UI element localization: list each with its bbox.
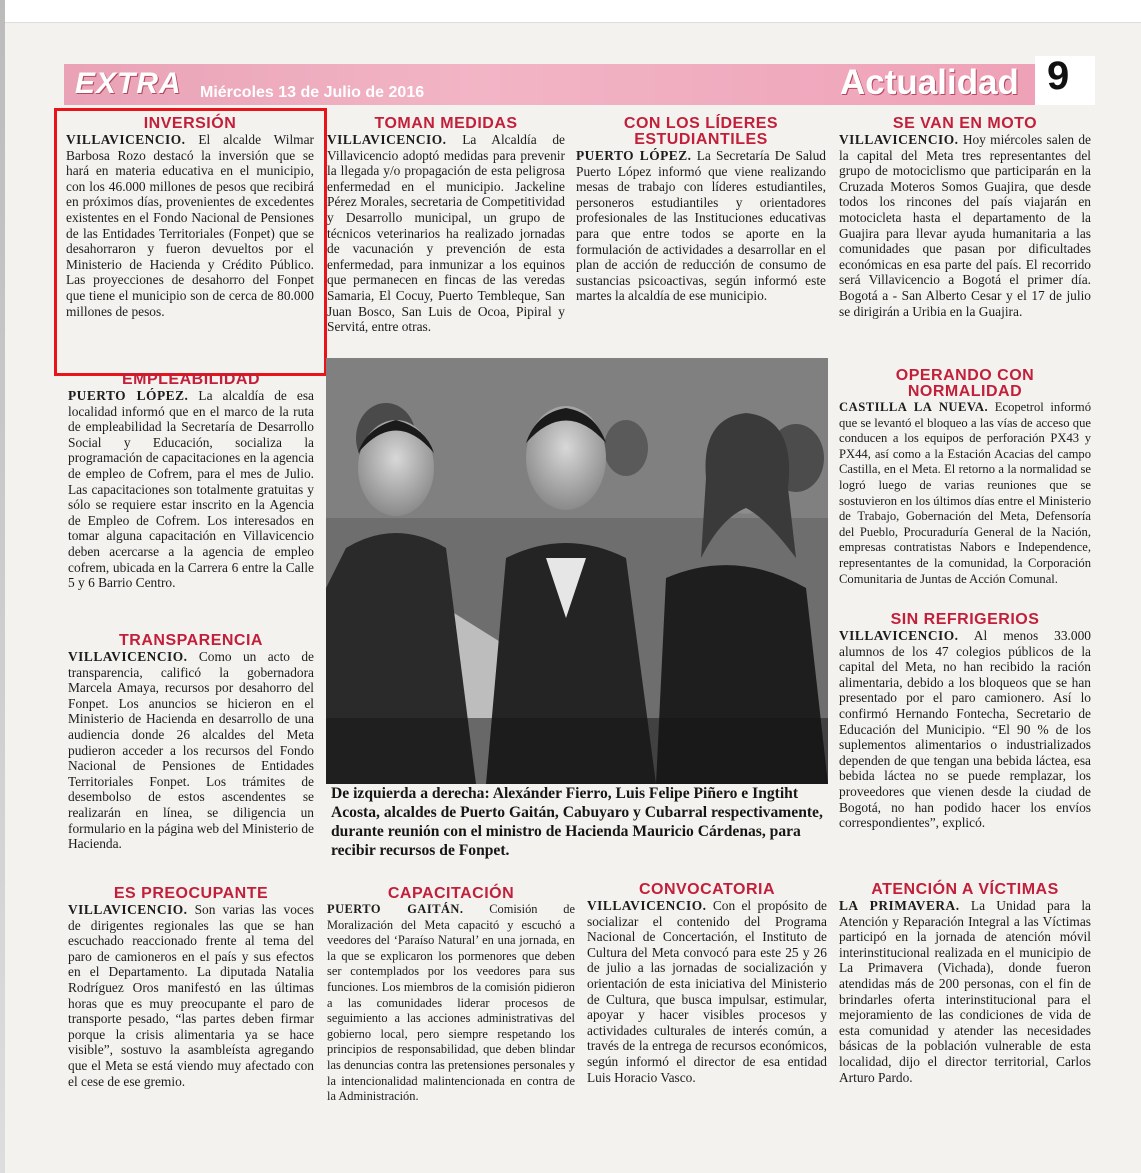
headline: SIN REFRIGERIOS [890,611,1040,628]
article-toman-medidas [327,116,565,335]
dateline: PUERTO GAITÁN. [327,902,464,916]
headline: TRANSPARENCIA [119,632,263,649]
article-capacitacion [327,886,575,1105]
photo-illustration [326,358,828,784]
article-body [576,148,826,304]
article-normalidad [839,368,1091,587]
article-victimas [839,882,1091,1085]
article-moto [839,116,1091,319]
newspaper-logo: EXTRA [75,67,182,100]
headline: ES PREOCUPANTE [113,885,269,902]
body-text: La alcaldía de esa localidad informó que en el marco de la ruta de empleabilidad la Secretaría de Desarrollo Social y Educación, socializa la programación de capacitaciones en la agencia de empleo de Cofrem, para el mes de Julio. Las capacitaciones son totalmente gratuitas y sólo se requiere estar inscrito en la Agencia de Empleo de Cofrem. Los interesados en tomar alguna capacitación en Villavicencio deben acercarse a la agencia de empleo cofrem, ubicada en la Carrera 6 entre la Calle 5 y 6 Barrio Centro. [68,388,314,591]
dateline: PUERTO LÓPEZ. [68,388,189,403]
headline: CAPACITACIÓN [387,885,515,902]
headline: EMPLEABILIDAD [121,371,261,388]
headline: CONVOCATORIA [638,881,776,898]
dateline: VILLAVICENCIO. [839,628,959,643]
issue-date: Miércoles 13 de Julio de 2016 [200,84,425,101]
top-scan-strip [0,0,1141,23]
scan-edge [0,0,5,1173]
article-lideres [576,116,826,304]
highlight-frame [54,108,327,376]
body-text: El alcalde Wilmar Barbosa Rozo destacó la inversión que se hará en materia educativa en el municipio, con los 46.000 millones de pesos que recibirá en próximos días, provenientes de excedentes existentes en el Fondo Nacional de Pensiones de las Entidades Territoriales (Fonpet) que se desahorraron y fueron devueltos por el Ministerio de Hacienda y Crédito Público. Las proyecciones de desahorro del Fonpet que tiene el municipio son de cerca de 80.000 millones de pesos. [66,132,314,319]
article-body [327,902,575,1105]
article-body [839,898,1091,1085]
headline: ATENCIÓN A VÍCTIMAS [871,881,1059,898]
dateline: VILLAVICENCIO. [327,132,447,147]
article-body [327,132,565,335]
body-text: La Unidad para la Atención y Reparación Integral a las Víctimas participó en la jornada de atención móvil interinstitucional realizada en el municipio de La Primavera (Vichada), donde fueron atendidas más de 200 personas, con el fin de brindarles oferta interinstitucional para el mejoramiento de las condiciones de vida de esta comunidad y atender las necesidades básicas de la población vulnerable de esta localidad, dijo el director territorial, Carlos Arturo Pardo. [839,898,1091,1085]
body-text: Con el propósito de socializar el contenido del Programa Nacional de Concertación, el Instituto de Cultura del Meta convocó para este 25 y 26 de julio a las jornadas de socialización y orientación de esta iniciativa del Ministerio de Cultura, que busca impulsar, estimular, apoyar y hacer visibles procesos y actividades culturales de interés común, a través de la entrega de recursos económicos, según informó el director de esa entidad Luis Horacio Vasco. [587,898,827,1085]
article-transparencia [68,633,314,852]
article-body [68,902,314,1089]
body-text: La Alcaldía de Villavicencio adoptó medidas para prevenir la llegada y/o propagación de esta peligrosa enfermedad en el municipio. Jackeline Pérez Morales, secretaria de Competitividad y Desarrollo municipal, un grupo de técnicos veterinarios ha realizado jornadas de vacunación y prevención de esta enfermedad, para inmunizar a los equinos que permanecen en fincas de las veredas Samaria, El Cocuy, Puerto Tembleque, San Juan Bosco, San Luis de Ocoa, Pipiral y Servitá, entre otras. [327,132,565,335]
article-body [839,132,1091,319]
body-text: Al menos 33.000 alumnos de los 47 colegios públicos de la capital del Meta, no han recibido la ración alimentaria, debido a los bloqueos que se han presentado por el paro camionero. Así lo confirmó Hernando Fontecha, Secretario de Educación del Municipio. “El 90 % de los suplementos alimentarios o industrializados dependen de que tengan una bebida láctea, esa bebida láctea no se puede remplazar, los proveedores que vienen desde la ciudad de Bogotá, no han podido hacer los envíos correspondientes”, explicó. [839,628,1091,831]
dateline: LA PRIMAVERA. [839,898,960,913]
dateline: VILLAVICENCIO. [68,649,188,664]
dateline: VILLAVICENCIO. [68,902,188,917]
section-title: Actualidad [840,63,1019,102]
article-convocatoria [587,882,827,1085]
news-photo [326,358,828,784]
body-text: La Secretaría De Salud Puerto López informó que viene realizando mesas de trabajo con líderes estudiantiles, personeros estudiantiles y orientadores profesionales de las Instituciones educativas para que entre todos se aporte en la formulación de actividades a desarrollar en el plan de acción de reducción de consumo de sustancias psicoactivas, según informó este martes la alcaldía de ese municipio. [576,148,827,304]
page-number: 9 [1047,54,1070,98]
body-text: Comisión de Moralización del Meta capacitó y escuchó a veedores del ‘Paraíso Natural’ en una jornada, en la que se explicaron los pormenores que deben ser contemplados por los veedores para sus funciones. Los miembros de la comisión pidieron a las comunidades liderar procesos de seguimiento a las acciones administrativas del gobierno local, pero siempre respetando los principios de responsabilidad, que deben blindar las denuncias contra las pretensiones personales y la intencionalidad malintencionada en contra de la Administración. [327,902,575,1104]
headline: CON LOS LÍDERES ESTUDIANTILES [623,115,779,148]
photo-caption: De izquierda a derecha: Alexánder Fierro, Luis Felipe Piñero e Ingtiht Acosta, alcaldes de Puerto Gaitán, Cabuyaro y Cubarral respectivamente, durante reunión con el ministro de Hacienda Mauricio Cárdenas, para recibir recursos de Fonpet. [331,785,823,859]
body-text: Son varias las voces de dirigentes regionales las que se han escuchado reaccionado frente al tema del paro de camioneros en el país y sus efectos en el Departamento. La diputada Natalia Rodríguez Oros manifestó en las últimas horas que es muy preocupante el paro de transporte pesado, “las partes deben firmar porque la crisis alimentaria ya se hace visible”, sostuvo la asambleísta agregando que el Meta se está viendo muy afectado con el cese de ese gremio. [68,902,314,1089]
body-text: Ecopetrol informó que se levantó el bloqueo a las vías de acceso que conducen a los equipos de perforación PX43 y PX44, así como a la Estación Acacias del campo Castilla, en el Meta. El retorno a la normalidad se logró luego de varias reuniones que se sostuvieron en los últimos días entre el Ministerio de Trabajo, Gobernación del Meta, Defensoría del Pueblo, Procuraduría General de la Nación, empresas contratistas Nabors e Independence, representantes de la comunidad, la Corporación Comunitaria de Juntas de Acción Comunal. [839,400,1091,586]
article-body [839,628,1091,831]
dateline: VILLAVICENCIO. [66,132,186,147]
headline: TOMAN MEDIDAS [374,115,518,132]
dateline: VILLAVICENCIO. [839,132,959,147]
dateline: VILLAVICENCIO. [587,898,707,913]
headline: INVERSIÓN [143,115,237,132]
article-empleabilidad [68,372,314,591]
article-body [839,400,1091,587]
article-refrigerios [839,612,1091,831]
dateline: CASTILLA LA NUEVA. [839,400,989,414]
article-preocupante [68,886,314,1089]
headline: SE VAN EN MOTO [892,115,1038,132]
body-text: Como un acto de transparencia, calificó la gobernadora Marcela Amaya, recursos por desahorro del Fonpet. Los anuncios se hicieron en el Ministerio de Hacienda en desarrollo de una audiencia donde 26 alcaldes del Meta pudieron acceder a los recursos del Fondo Nacional de Pensiones de Entidades Territoriales Fonpet. Los trámites de desembolso de estos ascendentes se realizarán en línea, se diligencia un formulario en la página web del Ministerio de Hacienda. [68,649,314,852]
article-body [68,649,314,852]
article-body [587,898,827,1085]
body-text: Hoy miércoles salen de la capital del Meta tres representantes del grupo de motociclismo que participarán en la Cruzada Moteros Somos Guajira, que desde todos los rincones del país viajarán en motocicleta hasta el departamento de la Guajira para llevar ayuda humanitaria a las comunidades que pasan por dificultades económicas en esa parte del país. El recorrido será Villavicencio a Bogotá el primer día. Bogotá a - San Alberto Cesar y el 17 de julio se dirigirán a Uribia en la Guajira. [839,132,1091,319]
headline: OPERANDO CON NORMALIDAD [895,367,1035,400]
dateline: PUERTO LÓPEZ. [576,148,692,163]
article-body [68,388,314,591]
